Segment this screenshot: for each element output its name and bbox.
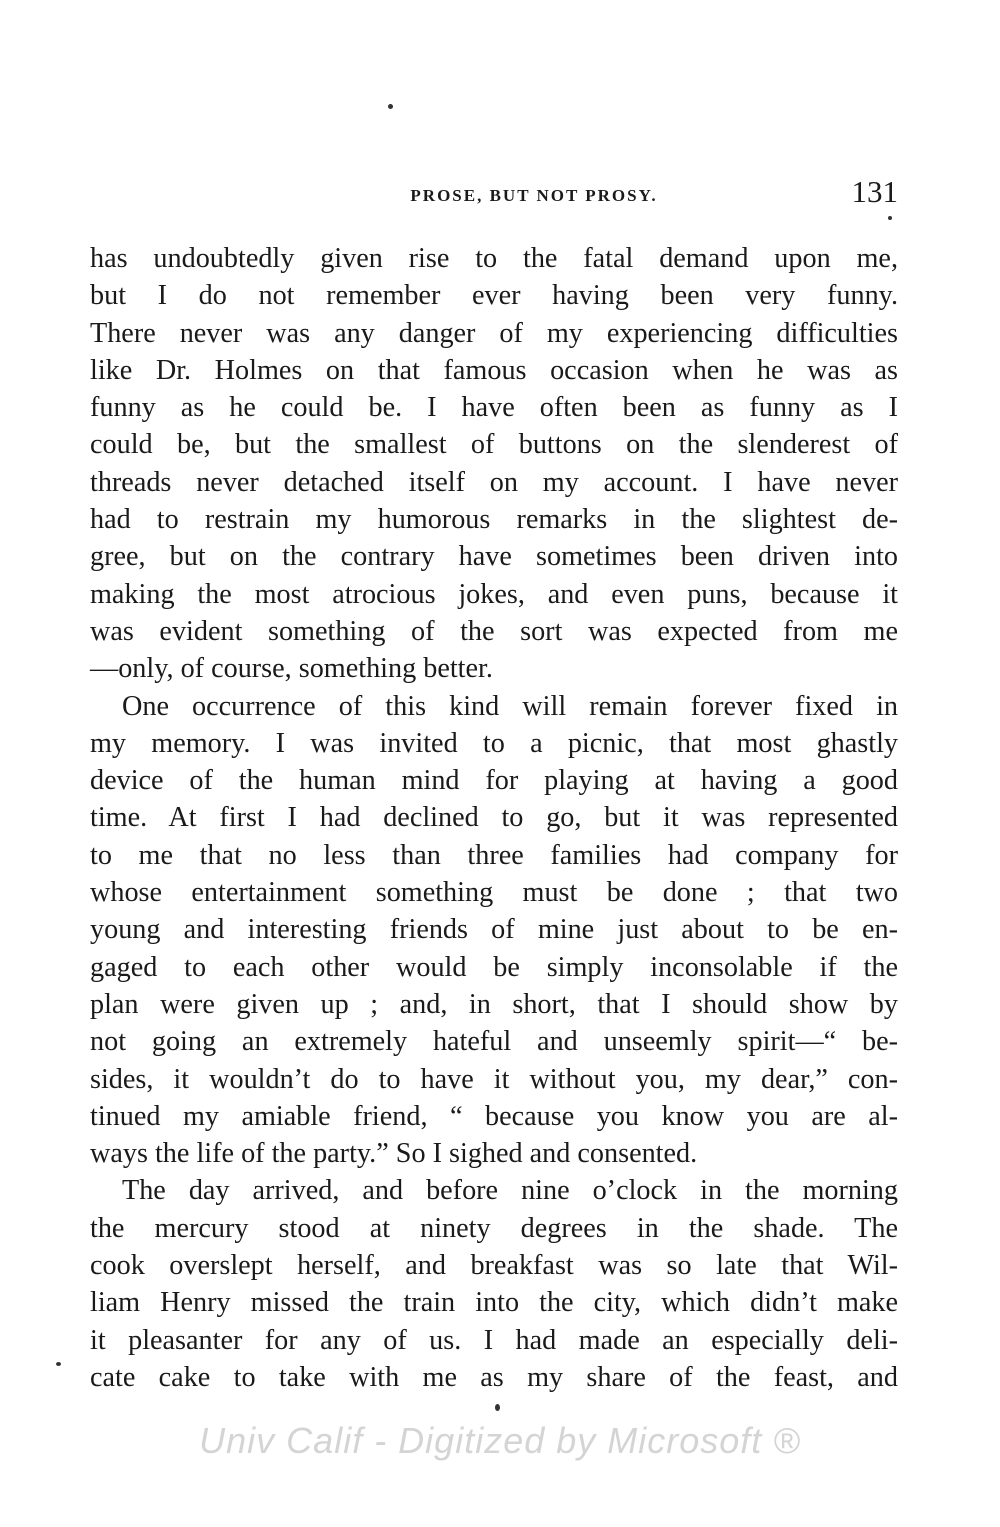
text-line: like Dr. Holmes on that famous occasion when he was as [90,354,898,386]
text-line: whose entertainment something must be done ; that two [90,877,898,909]
text-line: sides, it wouldn’t do to have it without you, my dear,” con- [90,1063,898,1095]
running-head: PROSE, BUT NOT PROSY. [410,186,658,205]
text-line: gaged to each other would be simply inconsolable if the [90,951,898,983]
digitization-watermark: Univ Calif - Digitized by Microsoft ® [199,1420,801,1461]
text-line: gree, but on the contrary have sometimes been driven into [90,541,898,573]
text-line: —only, of course, something better. [90,653,493,685]
text-line: the mercury stood at ninety degrees in the shade. The [90,1212,898,1244]
text-line: cate cake to take with me as my share of the feast, and [90,1361,898,1393]
text-line: my memory. I was invited to a picnic, that most ghastly [90,727,898,759]
text-line: There never was any danger of my experiencing difficulties [90,317,898,349]
text-line: liam Henry missed the train into the city, which didn’t make [90,1287,898,1319]
text-line: ways the life of the party.” So I sighed and consented. [90,1138,698,1170]
page-header [90,172,898,216]
ink-speck [56,1362,61,1366]
text-line: had to restrain my humorous remarks in the slightest de- [90,504,898,536]
ink-speck [888,216,892,220]
text-line: but I do not remember ever having been very funny. [90,280,898,312]
body-text [90,240,898,1396]
ink-speck [388,104,393,109]
text-line: plan were given up ; and, in short, that I should show by [90,988,898,1020]
text-line: was evident something of the sort was expected from me [90,615,898,647]
text-line: young and interesting friends of mine just about to be en- [90,914,898,946]
text-line: One occurrence of this kind will remain forever fixed in [122,690,898,722]
text-line: has undoubtedly given rise to the fatal demand upon me, [90,243,898,274]
text-line: not going an extremely hateful and unseemly spirit—“ be- [90,1026,898,1058]
text-line: to me that no less than three families had company for [90,839,898,871]
text-line: making the most atrocious jokes, and even puns, because it [90,578,898,610]
page-number: 131 [851,174,898,209]
ink-speck [495,1404,500,1411]
text-line: tinued my amiable friend, “ because you know you are al- [90,1100,898,1132]
text-line: The day arrived, and before nine o’clock in the morning [122,1175,898,1207]
text-line: funny as he could be. I have often been as funny as I [90,392,898,424]
text-line: could be, but the smallest of buttons on the slenderest of [90,429,898,461]
text-line: threads never detached itself on my account. I have never [90,466,898,498]
text-line: cook overslept herself, and breakfast was so late that Wil- [90,1250,898,1282]
text-line: device of the human mind for playing at having a good [90,765,898,797]
text-line: time. At first I had declined to go, but it was represented [90,802,898,834]
text-line: it pleasanter for any of us. I had made an especially deli- [90,1324,898,1356]
